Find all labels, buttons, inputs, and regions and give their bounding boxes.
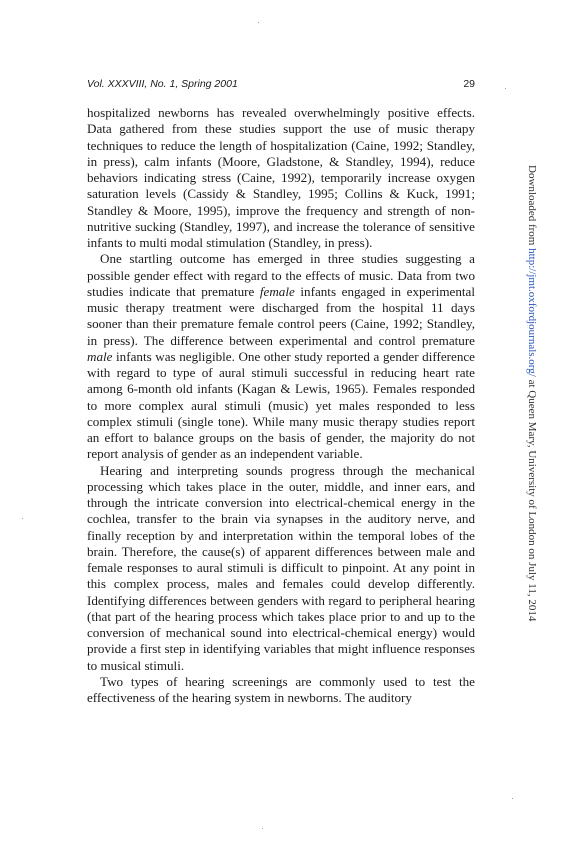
scan-speck [505,88,506,89]
watermark-suffix: at Queen Mary, University of London on July 11, 2014 [526,376,538,622]
watermark-prefix: Downloaded from [526,165,538,249]
paragraph-2-part-b: infants engaged in experimental music therapy treatment were discharged from the hospital 11 days sooner than their premature female control peers (Caine, 1992; Standley, in press). The difference between experimental and control premature [87,283,475,348]
emphasis-male: male [87,348,113,364]
download-watermark [526,165,538,622]
paragraph-2 [87,251,475,462]
article-body [87,105,475,706]
paragraph-2-part-c: infants was negligible. One other study reported a gender difference with regard to type of aural stimuli successful in reducing heart rate among 6-month old infants (Kagan & Lewis, 1965). Females responded to more complex aural stimuli (music) yet males responded to less complex stimuli (single tone). While many music therapy studies report an effort to balance groups on the basis of gender, the majority do not report analysis of gender as an independent variable. [87,348,475,462]
scan-speck [512,798,513,799]
scan-speck [22,518,23,519]
paragraph-2-part-a: One startling outcome has emerged in three studies suggesting a possible gender effect with regard to the effects of music. Data from two studies indicate that premature [87,251,475,299]
emphasis-female: female [259,283,295,299]
journal-citation: Vol. XXXVIII, No. 1, Spring 2001 [87,78,238,90]
watermark-link[interactable]: http://jmt.oxfordjournals.org/ [526,248,538,377]
scan-speck [258,22,259,23]
paragraph-1: hospitalized newborns has revealed overwhelmingly positive effects. Data gathered from these studies support the use of music therapy techniques to reduce the length of hospitalization (Caine, 1992; Standley, in press), calm infants (Moore, Gladstone, & Standley, 1994), reduce behaviors indicating stress (Caine, 1992), temporarily increase oxygen saturation levels (Cassidy & Standley, 1995; Collins & Kuck, 1991; Standley & Moore, 1995), improve the frequency and strength of non-nutritive sucking (Standley, 1997), and increase the tolerance of sensitive infants to multi modal stimulation (Standley, in press). [87,105,475,250]
paragraph-3: Hearing and interpreting sounds progress through the mechanical processing which takes place in the outer, middle, and inner ears, and through the intricate conversion into electrical-chemical energy in the cochlea, transfer to the brain via synapses in the auditory nerve, and finally reception by and interpretation within the temporal lobes of the brain. Therefore, the cause(s) of apparent differences between male and female responses to aural stimuli is difficult to pinpoint. At any point in this complex process, males and females could develop differently. Identifying differences between genders with regard to peripheral hearing (that part of the hearing process which takes place prior to and up to the conversion of mechanical sound into electrical-chemical energy) would provide a first step in identifying variables that might influence responses to musical stimuli. [87,462,475,673]
scan-speck [262,828,263,829]
page-number: 29 [463,78,475,90]
paragraph-4: Two types of hearing screenings are commonly used to test the effectiveness of the hearing system in newborns. The auditory [87,673,475,705]
